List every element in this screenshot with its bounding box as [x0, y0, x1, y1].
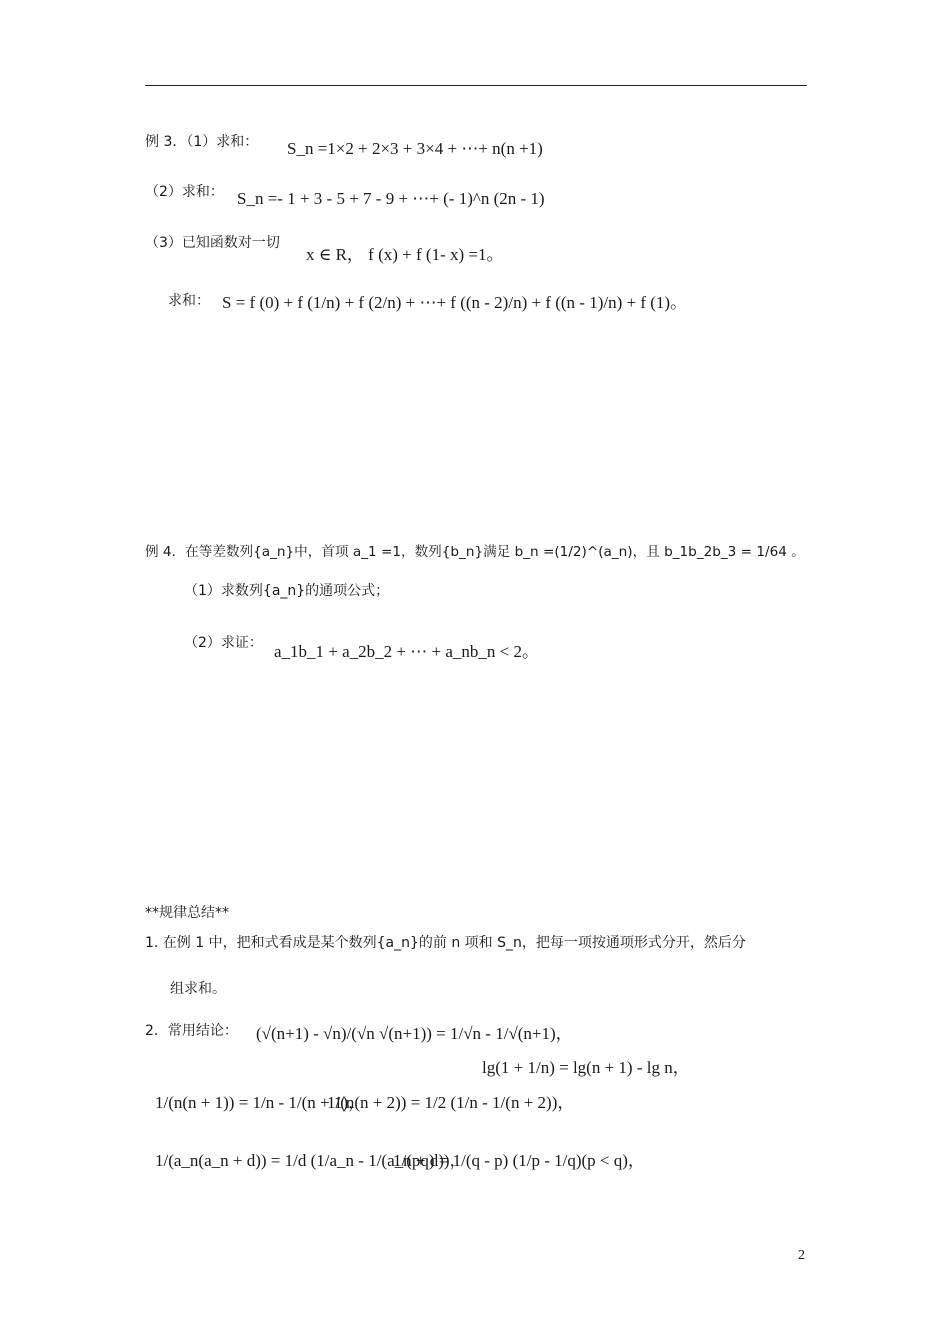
ex4-part2-formula: a_1b_1 + a_2b_2 + ⋯ + a_nb_n < 2。 [274, 642, 539, 661]
formula-telescoping-2: 1/(n(n + 2)) = 1/2 (1/n - 1/(n + 2))， [327, 1093, 575, 1112]
ex3-part2-formula: S_n =- 1 + 3 - 5 + 7 - 9 + ⋯+ (- 1)^n (2n - 1) [237, 189, 545, 208]
summary-item-1-cont: 组求和。 [170, 981, 226, 997]
summary-item-1: 1. 在例 1 中，把和式看成是某个数列{a_n}的前 n 项和 S_n，把每一项按通项形式分开，然后分 [145, 935, 746, 951]
formula-telescoping-1: 1/(n(n + 1)) = 1/n - 1/(n + 1)， [155, 1093, 366, 1112]
ex3-part1-formula: S_n =1×2 + 2×3 + 3×4 + ⋯+ n(n +1) [287, 139, 543, 158]
ex3-part1-label: 例 3．（1）求和： [145, 134, 259, 150]
summary-item-2-label: 2．常用结论： [145, 1023, 238, 1039]
page-number: 2 [798, 1248, 805, 1263]
ex3-part3-sum-label: 求和： [168, 293, 210, 309]
formula-log-identity: lg(1 + 1/n) = lg(n + 1) - lg n， [482, 1058, 690, 1077]
ex4-part1: （1）求数列{a_n}的通项公式； [184, 583, 390, 599]
ex4-intro: 例 4．在等差数列{a_n}中，首项 a_1 =1，数列{b_n}满足 b_n =(1/2)^(a_n)，且 b_1b_2b_3 = 1/64 。 [145, 544, 805, 560]
ex3-part3-label: （3）已知函数对一切 [145, 235, 280, 251]
formula-arithmetic-telescoping: 1/(a_n(a_n + d)) = 1/d (1/a_n - 1/(a_n + d))， [155, 1151, 467, 1170]
ex4-part2-label: （2）求证： [184, 635, 263, 651]
formula-sqrt-difference: (√(n+1) - √n)/(√n √(n+1)) = 1/√n - 1/√(n+1)， [256, 1024, 573, 1043]
formula-pq-identity: 1/(pq) = 1/(q - p) (1/p - 1/q)(p < q)， [393, 1151, 645, 1170]
ex3-part3-formula: x ∈ R， f (x) + f (1- x) =1。 [306, 245, 504, 264]
ex3-part2-label: （2）求和： [145, 184, 224, 200]
summary-heading: **规律总结** [145, 905, 229, 921]
header-rule [145, 85, 807, 86]
ex3-part3-sum-formula: S = f (0) + f (1/n) + f (2/n) + ⋯+ f ((n - 2)/n) + f ((n - 1)/n) + f (1)。 [222, 293, 688, 312]
